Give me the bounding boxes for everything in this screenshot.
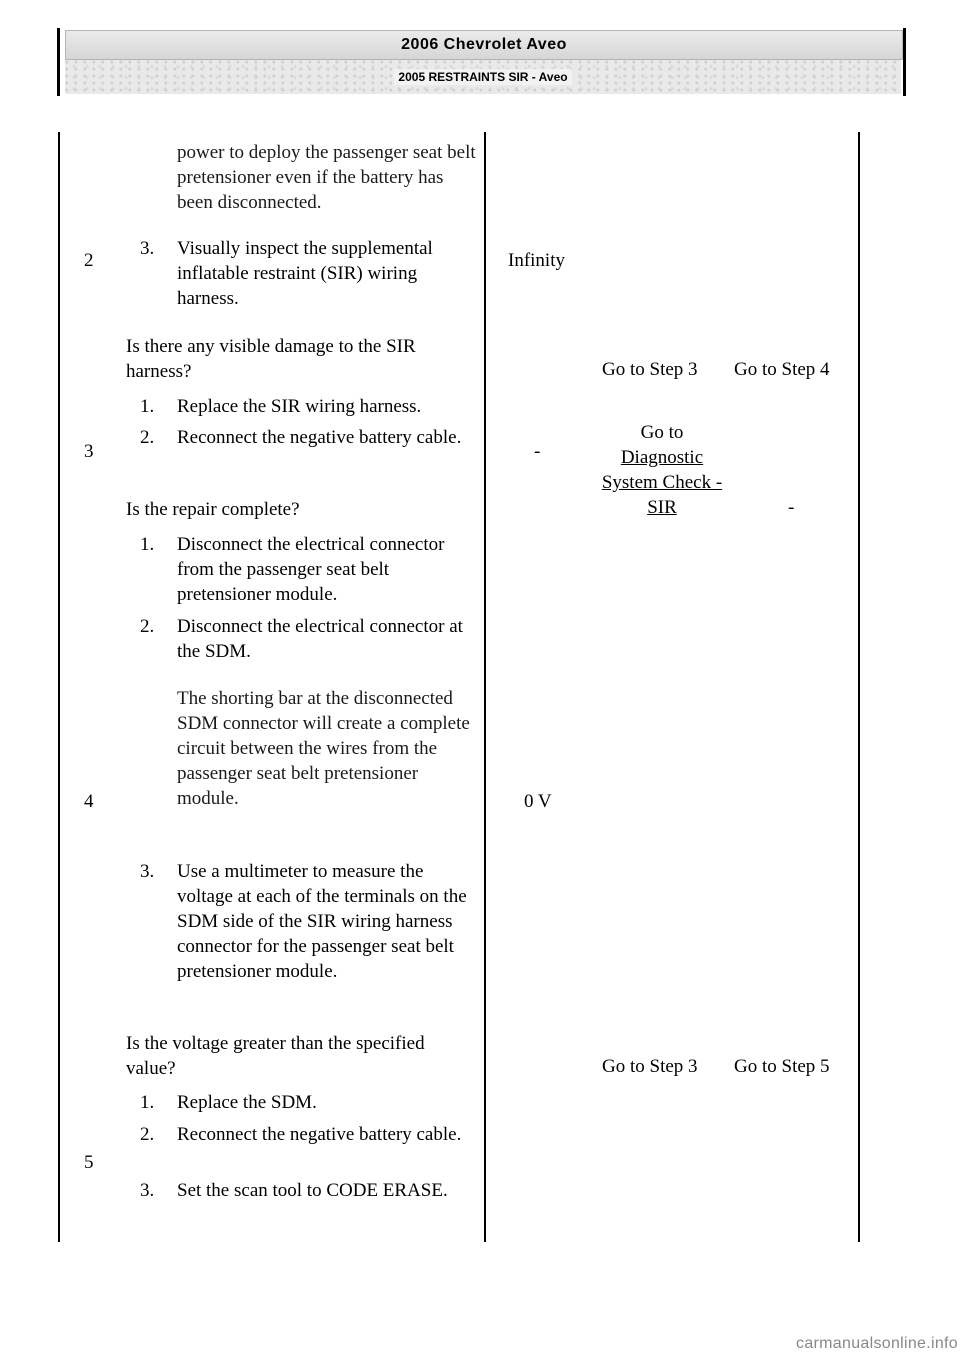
list-text: Visually inspect the supplemental inflatable restraint (SIR) wiring harness. (177, 238, 433, 309)
step4-number: 4 (84, 791, 94, 812)
step3-question: Is the repair complete? (126, 499, 300, 520)
step3-item-2 (140, 425, 480, 450)
table-border-middle (484, 132, 486, 1242)
diagnostic-system-check-link[interactable]: Diagnostic System Check - SIR (601, 447, 723, 518)
list-text: Replace the SIR wiring harness. (177, 396, 422, 417)
step4-no-action: Go to Step 5 (734, 1056, 830, 1077)
step4-note: The shorting bar at the disconnected SDM connector will create a complete circuit between the wires from the passenger seat belt pretensioner module. (177, 688, 470, 809)
list-text: Set the scan tool to CODE ERASE. (177, 1180, 448, 1201)
table-border-left (58, 132, 60, 1242)
step4-yes-action: Go to Step 3 (602, 1056, 698, 1077)
list-number: 1. (140, 534, 155, 555)
list-text: Use a multimeter to measure the voltage at each of the terminals on the SDM side of the SIR wiring harness connector for the passenger seat belt pretensioner module. (177, 861, 467, 982)
step4-item-2 (140, 614, 480, 664)
step3-yes-action (598, 420, 726, 520)
list-text: Reconnect the negative battery cable. (177, 1124, 462, 1145)
table-border-right (858, 132, 860, 1242)
step5-number: 5 (84, 1152, 94, 1173)
list-text: Disconnect the electrical connector at the SDM. (177, 616, 463, 662)
step2-value: Infinity (508, 250, 565, 271)
list-text: Reconnect the negative battery cable. (177, 427, 462, 448)
page-subtitle-text: 2005 RESTRAINTS SIR - Aveo (394, 69, 571, 85)
step2-question: Is there any visible damage to the SIR harness? (126, 336, 416, 382)
list-number: 1. (140, 396, 155, 417)
step3-item-1 (140, 394, 480, 419)
step5-item-3 (140, 1178, 480, 1203)
page-title: 2006 Chevrolet Aveo (65, 30, 903, 60)
list-number: 3. (140, 238, 155, 259)
list-text: Disconnect the electrical connector from the passenger seat belt pretensioner module. (177, 534, 445, 605)
step3-number: 3 (84, 441, 94, 462)
step4-question: Is the voltage greater than the specified value? (126, 1033, 425, 1079)
step5-item-2 (140, 1122, 480, 1147)
page-subtitle (65, 60, 901, 94)
watermark: carmanualsonline.info (796, 1335, 958, 1352)
list-number: 2. (140, 616, 155, 637)
step4-item-1 (140, 532, 480, 607)
list-number: 2. (140, 1124, 155, 1145)
step2-yes-action: Go to Step 3 (602, 359, 698, 380)
step2-continued-text: power to deploy the passenger seat belt pretensioner even if the battery has been disconnected. (177, 142, 476, 213)
step2-no-action: Go to Step 4 (734, 359, 830, 380)
step2-number: 2 (84, 250, 94, 271)
step2-item-3 (140, 236, 480, 311)
list-number: 1. (140, 1092, 155, 1113)
step5-item-1 (140, 1090, 480, 1115)
list-number: 2. (140, 427, 155, 448)
step3-no-action: - (788, 497, 795, 518)
step4-item-3 (140, 859, 480, 984)
step3-value: - (534, 441, 541, 462)
header-rule-left (57, 28, 60, 96)
list-number: 3. (140, 861, 155, 882)
step4-value: 0 V (524, 791, 552, 812)
list-number: 3. (140, 1180, 155, 1201)
header-rule-right (903, 28, 906, 96)
list-text: Replace the SDM. (177, 1092, 317, 1113)
step3-yes-prefix: Go to (640, 422, 684, 443)
